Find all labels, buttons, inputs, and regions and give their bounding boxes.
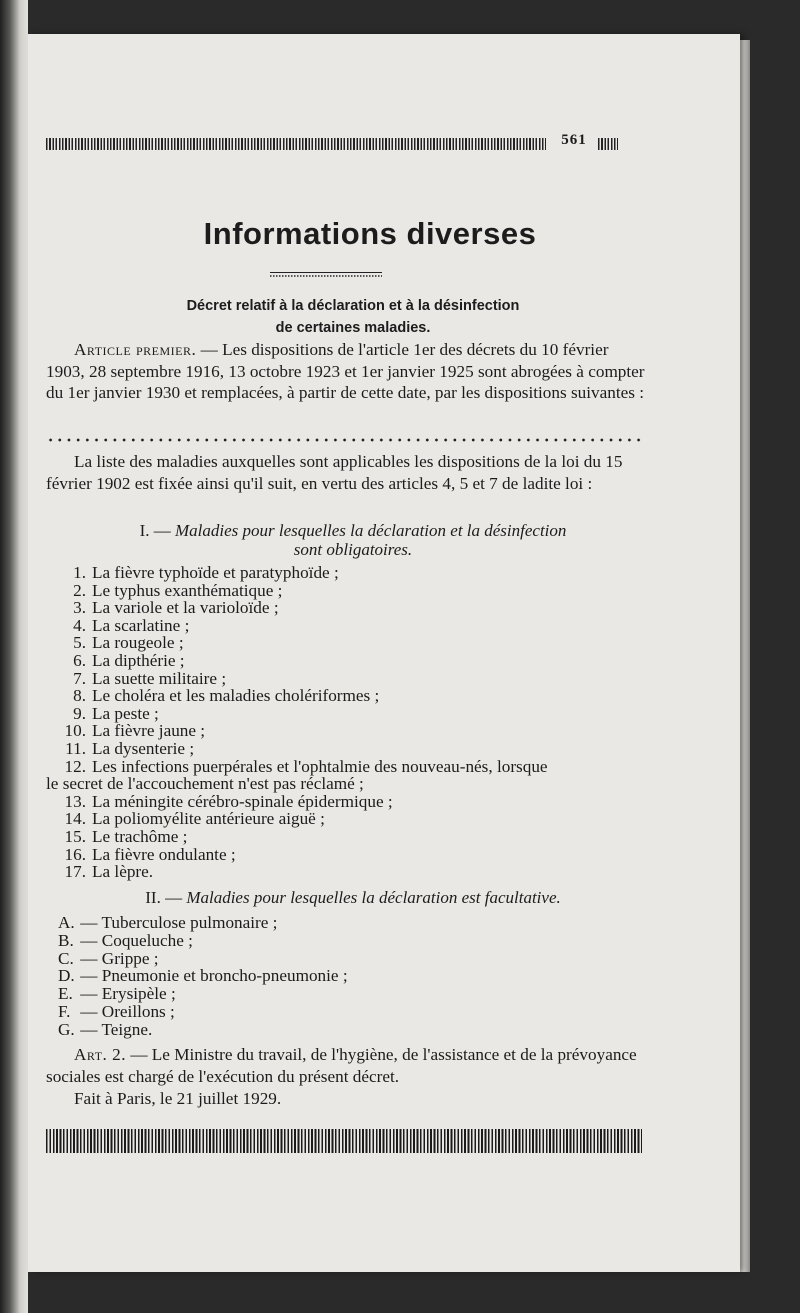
list-item: 17. La lèpre. [64, 862, 154, 882]
list-item: 15. Le trachôme ; [64, 826, 188, 846]
list-item: A. — Tuberculose pulmonaire ; [58, 913, 278, 932]
section-1-heading-line-2: sont obligatoires. [293, 540, 413, 559]
list-item: B. — Coqueluche ; [58, 930, 193, 950]
list-item: 9. La peste ; [73, 703, 159, 723]
list-item: G. — Teigne. [58, 1019, 153, 1039]
list-item: 7. La suette militaire ; [73, 668, 227, 688]
list-item: 11. La dysenterie ; [65, 738, 195, 758]
list-item: E. — Erysipèle ; [58, 984, 176, 1004]
title-underline [270, 272, 382, 277]
subtitle-line-1: Décret relatif à la déclaration et à la désinfection [186, 298, 520, 314]
list-item: 6. La dipthérie ; [73, 650, 185, 670]
mandatory-diseases-list [46, 564, 646, 881]
footer-rule [46, 1129, 642, 1153]
page-number: 561 [561, 132, 587, 148]
section-1-heading-line-1: Maladies pour lesquelles la déclaration et la désinfection [175, 521, 567, 540]
section-1-prefix: I. — [139, 521, 175, 540]
list-item: 1. La fièvre typhoïde et paratyphoïde ; [73, 563, 339, 582]
section-1-heading [28, 521, 678, 559]
section-2-heading [28, 888, 678, 907]
list-item: 14. La poliomyélite antérieure aiguë ; [64, 809, 325, 829]
list-item: 3. La variole et la varioloïde ; [73, 598, 279, 618]
list-item: 16. La fièvre ondulante ; [64, 844, 236, 864]
page-title: Informations diverses [203, 216, 537, 251]
article-2-label: Art. 2. [74, 1045, 127, 1064]
article-2-text: — Le Ministre du travail, de l'hygiène, de l'assistance et de la prévoyance sociales est chargé de l'exécution du présent décret. [46, 1045, 637, 1086]
dotted-separator [46, 438, 642, 442]
subtitle-line-2: de certaines maladies. [275, 320, 431, 336]
list-item: 13. La méningite cérébro-spinale épidermique ; [64, 791, 393, 811]
article-2-paragraph [46, 1044, 646, 1087]
section-2-heading-text: Maladies pour lesquelles la déclaration est facultative. [186, 888, 561, 907]
section-2-prefix: II. — [145, 888, 187, 907]
list-item: 12. Les infections puerpérales et l'ophtalmie des nouveau-nés, lorsque le secret de l'accouchement n'est pas réclamé ; [46, 758, 646, 793]
article-1-paragraph [46, 339, 646, 404]
signature-line: Fait à Paris, le 21 juillet 1929. [74, 1089, 282, 1108]
list-item: 8. Le choléra et les maladies cholériformes ; [73, 686, 380, 706]
list-item: D. — Pneumonie et broncho-pneumonie ; [58, 966, 348, 986]
list-item-continuation: le secret de l'accouchement n'est pas réclamé ; [46, 774, 364, 794]
intro-paragraph: La liste des maladies auxquelles sont applicables les dispositions de la loi du 15 février 1902 est fixée ainsi qu'il suit, en vertu des articles 4, 5 et 7 de ladite loi : [46, 452, 623, 493]
list-item: C. — Grippe ; [58, 948, 159, 968]
list-item: 4. La scarlatine ; [73, 615, 190, 635]
list-item: 2. Le typhus exanthématique ; [73, 580, 283, 600]
document-page [28, 34, 740, 1272]
page-edge [740, 40, 750, 1272]
article-1-label: Article premier. [74, 340, 197, 359]
list-item: F. — Oreillons ; [58, 1001, 175, 1021]
decree-subtitle [88, 295, 618, 339]
article-1-text: — Les dispositions de l'article 1er des décrets du 10 février 1903, 28 septembre 1916, 13 octobre 1923 et 1er janvier 1925 sont abrogées à compter du 1er janvier 1930 et remplacées, à partir de cette date, par les dispositions suivantes : [46, 340, 645, 402]
optional-diseases-list [58, 914, 618, 1039]
list-item: 5. La rougeole ; [73, 633, 184, 653]
header-rule [46, 138, 546, 150]
list-item: 10. La fièvre jaune ; [64, 721, 206, 741]
facing-page-edge [0, 0, 28, 1313]
header-rule-right [598, 138, 618, 150]
